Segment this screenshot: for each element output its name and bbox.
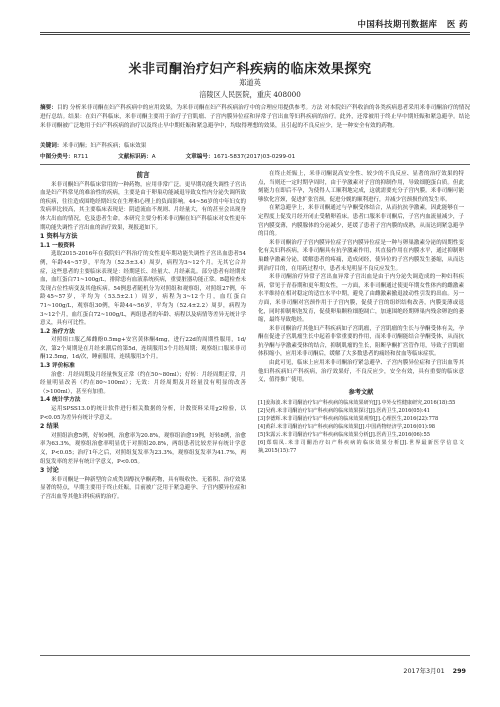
reference-item: [2]吴莉.米非司酮治疗妇产科疾病的临床效果探讨[J].医药卫生,2016(05):41 [258, 408, 430, 415]
paragraph-3: 米非司酮是一种新型的合成类固醇抗孕酮药物，具有吸收快、无蓄积、治疗效果显著的特点，早期主要用于终止妊娠，目前被广泛用于紧急避孕、子宫内膜异位症和子宫出血等其他妇科疾病的治疗。 [40, 476, 246, 500]
left-column [40, 170, 246, 502]
paragraph-1-1: 选取2015-2016年在我院妇产科治疗的女性更年期功能失调性子宫出血患者54例，年龄44~57岁，平均为（52.5±3.4）周岁，病程为3~12个月。无其它合并症，这些患者的主要临床表现是：经期延长、经量大、月经紊乱。部分患者有经期贫血，血红蛋白71~100g/L，排除患有血液系统疾病，重要脏器功能正常。B超检查未发现占位性病变及其他疾病。54例患者随机分为对照组和观察组，对照组27例，年龄45~57岁，平均为（53.5±2.1）周岁，病程为3~12个月，血红蛋白71~100g/L，观察组30例，年龄44~56岁，平均为（52.4±2.2）周岁，病程为3~12个月，血红蛋白72~100g/L，两组患者的年龄、病程以及病情等差异无统计学意义，具有可比性。 [40, 251, 246, 327]
clc-label: 中图分类号： [40, 154, 74, 160]
heading-intro: 前言 [136, 171, 150, 179]
header-rule [40, 32, 470, 33]
clc-number [40, 152, 88, 160]
references-heading: 参考文献 [348, 388, 374, 396]
section-name: 医 药 [446, 19, 468, 29]
abstract-label: 摘要： [40, 105, 57, 111]
article-meta [40, 152, 470, 160]
footer-rule [40, 655, 470, 656]
heading-1-4: 1.4 统计学方法 [40, 397, 81, 404]
reference-item: [1]姜海波.米非司酮治疗妇产科疾病的临床效果研究[J].中外女性健康研究,2016(18):55 [258, 400, 456, 407]
heading-section-3: 3 讨论 [40, 467, 59, 475]
paragraph-intro: 米非司酮妇产科临床常用的一种药物，应用非常广泛。更早期功能失调性子宫出血是妇产科常见的难治性的疾病，主要是由于卵巢功能减退导致女性内分泌失调所致的疾病，往往造成围绝经期妇女在生理和心理上的负面影响。44~56岁的中年妇女的发病率比较高，其主要临床表现是：阴道流血不规则、月经量大，有的甚至会出现身体大出血的情况，危及患者生命。本研究主要分析米非司酮在妇产科临床对女性更年期功能失调性子宫出血的治疗效果，现报道如下。 [40, 181, 246, 231]
paragraph-r4: 米非司酮治疗异常子宫出血异常子宫出血是由于内分泌失调造成的一种妇科疾病，常见于青春期和更年期女性，一方面，米非司酮通过使更年期女性体内的雌激素水平维持在相对稳定的适宜水平中期，避免了由雌激素撤退波动性引发的出血。另一方面，米非司酮对宫颈作用于子宫内膜，促使子宫的组织结构改善，内膜变薄或退化，同时抑制卵泡发育，促使卵巢颗粒细胞凋亡，加速围绝经期卵巢内残余卵泡的萎缩，最终导致绝经。 [258, 274, 464, 324]
page-footer [403, 666, 466, 675]
keywords-text: 米非司酮；妇产科疾病；临床效果 [62, 143, 147, 149]
meta-rule [40, 164, 470, 165]
heading-1-3: 1.3 评价标准 [40, 363, 75, 370]
reference-item: [4]黄彩.米非司酮治疗妇产科疾病的临床效果[J].中国药物经济学,2016(01):98 [258, 424, 436, 431]
page-number: 299 [452, 667, 466, 675]
keywords-label: 关键词： [40, 143, 63, 149]
heading-section-1: 1 资料与方法 [40, 233, 78, 241]
paragraph-2: 对照组治愈5例，好转9例，治愈率为20.8%，观察组治愈19例，好转8例，治愈率为63.3%，观察组治愈率明显优于对照组20.8%，两组患者比较差异有统计学意义，P<0.05；治疗1年之后，对照组复发率为23.3%，观察组复发率为41.7%，两组复发率的差异有统计学意义，P<0.05。 [40, 432, 246, 465]
doc-label: 文献标识码： [118, 154, 152, 160]
header-rule-thin [40, 34, 470, 35]
paragraph-1-3: 治愈：月经周期及月经量恢复正常（约在50~80ml）；好转：月经周期正常，月经量明显改善（约在80~100ml）；无效：月经周期及月经量没有明显的改善（>100ml），甚至有加重。 [40, 371, 246, 395]
reference-item: [3]李德辉.米非司酮治疗妇产科疾病的临床效果观察[J].心理医生,2016(22):778 [258, 416, 439, 423]
abstract [40, 104, 470, 131]
artno-label: 文章编号： [185, 154, 214, 160]
heading-section-2: 2 结果 [40, 423, 59, 431]
abstract-text: 目的 分析米非司酮在妇产科疾病中的应用效果，为米非司酮在妇产科疾病治疗中的合理应用提供参考。方法 对本院妇产科收治的各类疾病患者采用米非司酮治疗的情况进行总结。结果：在妇产科临床，米非司酮主要用于治疗子宫肌瘤、子宫内膜异位症和异常子宫出血等妇科疾病的治疗。此外，还常被用于终止早中期妊娠和紧急避孕。结论 米非司酮被广泛地用于妇产科疾病的治疗以及终止早中期妊娠和紧急避孕中，均取得理想的效果，且引起的不良反应少，是一种安全有效的药物。 [40, 105, 470, 130]
affiliation: 涪陵区人民医院，重庆 408000 [199, 90, 301, 99]
paragraph-r3: 米非司酮治疗子宫内膜异位症子宫内膜异位症是一种与卵巢激素分泌的周期性变化有关妇科疾病，米非司酮具有抗孕激素作用，其直接作用在内膜水平，通过抑制卵巢雌孕激素分泌，缓解患者的疼痛，造成闭经，使异位的子宫内膜发生萎缩，从而达到治疗目的，在用药过程中，患者未见明显不良反应发生。 [258, 239, 464, 272]
paragraph-r6: 由此可见，临床上应用米非司酮治疗紧急避孕、子宫内膜异位症和子宫出血等其他妇科疾病妇产科疾病，治疗效果好，不良反应少，安全有效，具有重要的临床意义，值得推广使用。 [258, 360, 464, 384]
issue-date: 2017年3月01 [403, 667, 445, 675]
heading-1-1: 1.1 一般资料 [40, 242, 75, 249]
running-header [358, 18, 468, 30]
article-title: 米非司酮治疗妇产科疾病的临床效果探究 [128, 62, 372, 77]
reference-item: [6]郑瑞凤.米非司酮治疗妇产科疾病的临床效果分析[J].世界最新医学信息文摘,2015(15):77 [258, 440, 464, 455]
paragraph-r5: 米非司酮治疗其他妇产科疾病如子宫肌瘤，子宫肌瘤的生长与孕酮受体有关，孕酮在促进子宫肌瘤生长中起着非常重要的作用，而米非司酮能结合孕酮受体，从而抗抗孕酮与孕激素受体的结合，抑制肌瘤的生长，阻断孕酮扩宫管作用，导致子宫肌瘤体积缩小，应用米非司酮后，缓解了大多数患者的痛经和贫血等临床症状。 [258, 325, 464, 358]
clc-value: R711 [73, 154, 89, 160]
paragraph-r2: 在紧急避孕上，米非司酮通过与孕酮受体结合，从而抗抗孕激素，因此能够在一定程度上促发月经开闭止受精卵着床。患者口服米非司酮后，子宫内血流量减少，子宫内膜变薄，内膜腺体的分泌减少，延缓了患者子宫内膜的成熟，从而达到紧急避孕的目的。 [258, 205, 464, 238]
article-number [186, 152, 296, 160]
paragraph-r1: 在终止妊娠上，米非司酮说高安全性、较少的不良反应、显著的治疗效果的特点，当则还一定时期孕周时，由于孕激素对子宫的抑制作用，导致细胞蛋白质。但此刻能力在即后不孕，为使得人工顺利地完成，这就需要充分子宫内膜。米非司酮可能够软化宫颈，促进扩张宫颈，促进分娩的顺利进行，并减少宫颈损伤的发生率。 [258, 171, 464, 203]
artno-value: 1671-5837(2017)03-0299-01 [213, 154, 296, 160]
heading-1-2: 1.2 治疗方法 [40, 328, 75, 335]
doc-value: A [151, 154, 156, 160]
paragraph-1-2: 对照组口服乙烯雌酚0.5mg+安宫黄体酮4mg，进行22d的周期性服用，1d/次，第2个周期是在月经来潮后的第5d，连续服用3个月经周期；观察组口服米非司酮12.5mg，1d/次，睡前服用，连续服用3个月。 [40, 337, 246, 361]
right-column [258, 170, 464, 455]
paragraph-1-4: 运用SPSS13.0的统计软件进行相关数据的分析，计数资料采用χ2检验，以P<0.05为差异有统计学意义。 [40, 406, 246, 421]
keywords [40, 141, 470, 149]
reference-item: [5]朱露云.米非司酮治疗妇产科疾病临床效果分析[J].医药卫生,2016(06):55 [258, 432, 430, 439]
doc-code [118, 152, 155, 160]
journal-name: 中国科技期刊数据库 [357, 19, 438, 29]
author-name: 郑道英 [239, 78, 261, 87]
